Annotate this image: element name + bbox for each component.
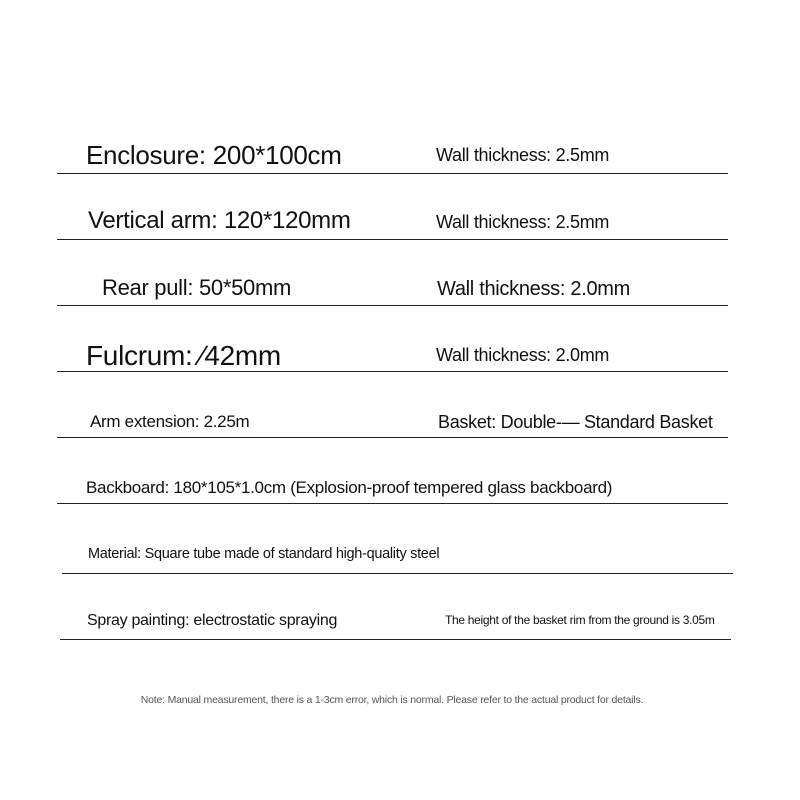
measurement-note: Note: Manual measurement, there is a 1-3cm error, which is normal. Please refer to the actual product for details. xyxy=(140,694,644,706)
row-divider xyxy=(60,639,731,640)
spec-vertical-arm-wall-thickness: Wall thickness: 2.5mm xyxy=(436,212,610,232)
spec-fulcrum-wall-thickness: Wall thickness: 2.0mm xyxy=(436,345,610,365)
spec-enclosure-wall-thickness: Wall thickness: 2.5mm xyxy=(436,145,610,165)
spec-basket: Basket: Double-― Standard Basket xyxy=(438,412,713,432)
row-divider xyxy=(57,437,728,438)
row-divider xyxy=(57,371,728,372)
row-divider xyxy=(57,503,728,504)
row-divider xyxy=(57,239,728,240)
spec-rear-pull-wall-thickness: Wall thickness: 2.0mm xyxy=(437,278,631,300)
spec-arm-extension: Arm extension: 2.25m xyxy=(90,412,250,431)
spec-rear-pull: Rear pull: 50*50mm xyxy=(102,275,292,300)
row-divider xyxy=(57,173,728,174)
spec-basket-rim-height: The height of the basket rim from the ground is 3.05m xyxy=(445,613,715,627)
spec-enclosure: Enclosure: 200*100cm xyxy=(86,140,342,170)
row-divider xyxy=(62,573,733,574)
spec-fulcrum: Fulcrum: ∕42mm xyxy=(86,340,281,371)
spec-backboard: Backboard: 180*105*1.0cm (Explosion-proof tempered glass backboard) xyxy=(86,478,613,497)
row-divider xyxy=(57,305,728,306)
spec-vertical-arm: Vertical arm: 120*120mm xyxy=(88,207,351,234)
spec-spray-painting: Spray painting: electrostatic spraying xyxy=(87,612,338,629)
spec-material: Material: Square tube made of standard high-quality steel xyxy=(88,546,440,562)
